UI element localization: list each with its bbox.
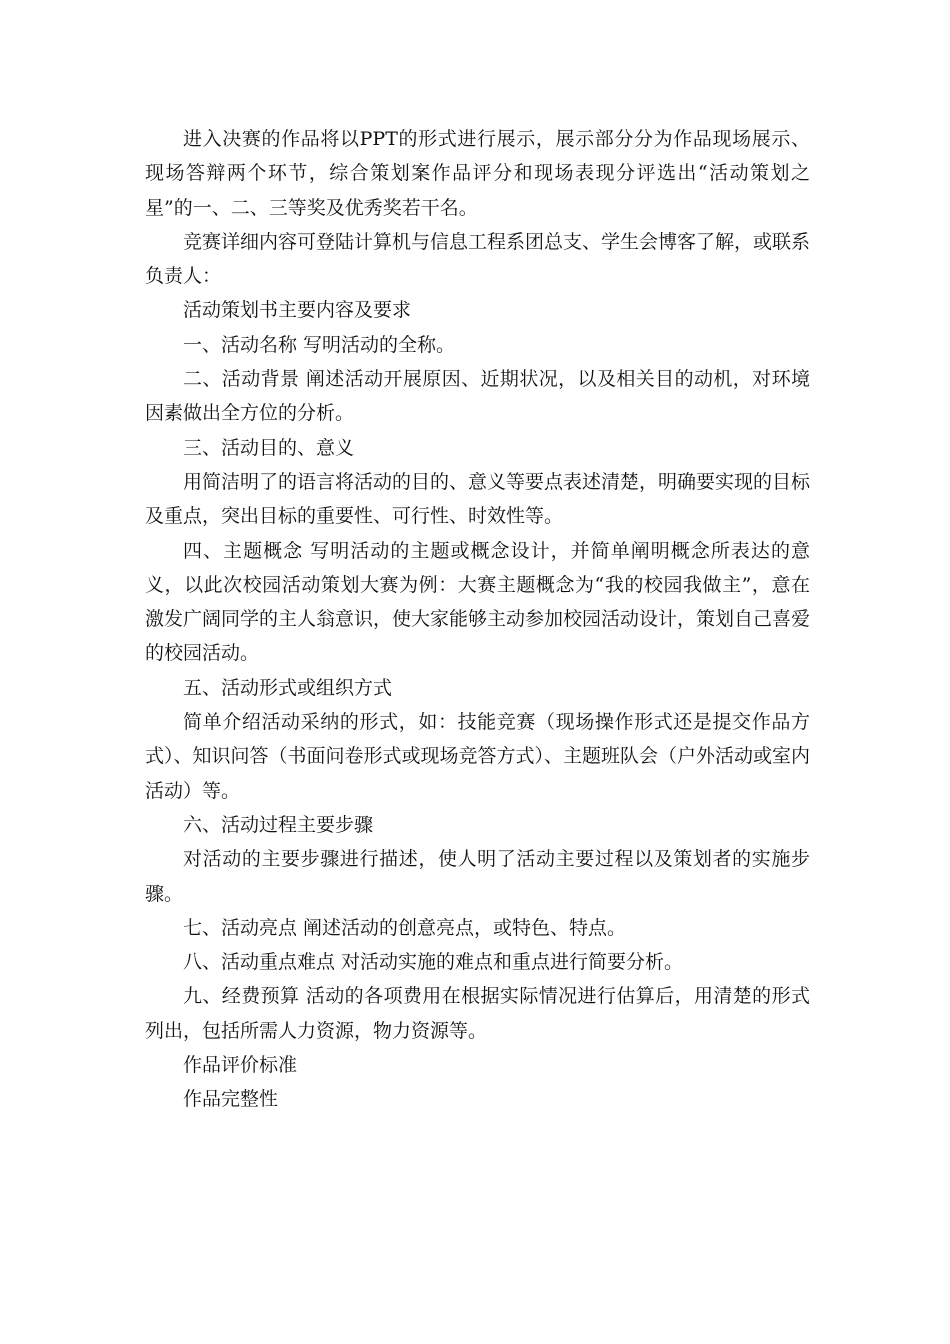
item-activity-purpose-heading: 三、活动目的、意义 <box>183 436 355 459</box>
item-process-steps-heading: 六、活动过程主要步骤 <box>183 813 374 836</box>
document-body <box>145 122 810 1117</box>
item-budget: 九、经费预算 活动的各项费用在根据实际情况进行估算后，用清楚的形式列出，包括所需人力资源，物力资源等。 <box>145 985 810 1042</box>
item-activity-background: 二、活动背景 阐述活动开展原因、近期状况，以及相关目的动机，对环境因素做出全方位的分析。 <box>145 368 810 425</box>
item-activity-name: 一、活动名称 写明活动的全称。 <box>183 333 456 356</box>
item-process-steps-text: 对活动的主要步骤进行描述，使人明了活动主要过程以及策划者的实施步骤。 <box>145 848 810 905</box>
item-activity-purpose-text: 用简洁明了的语言将活动的目的、意义等要点表述清楚，明确要实现的目标及重点，突出目标的重要性、可行性、时效性等。 <box>145 470 811 528</box>
section-heading-evaluation: 作品评价标准 <box>183 1054 298 1077</box>
item-work-completeness: 作品完整性 <box>183 1088 279 1111</box>
item-key-difficulties: 八、活动重点难点 对活动实施的难点和重点进行简要分析。 <box>183 951 684 974</box>
item-theme-concept: 四、主题概念 写明活动的主题或概念设计，并简单阐明概念所表达的意义，以此次校园活动策划大赛为例：大赛主题概念为“我的校园我做主”，意在激发广阔同学的主人翁意识，使大家能够主动参加校园活动设计，策划自己喜爱的校园活动。 <box>145 539 811 665</box>
paragraph-final-format: 进入决赛的作品将以PPT的形式进行展示，展示部分分为作品现场展示、现场答辩两个环节，综合策划案作品评分和现场表现分评选出“活动策划之星”的一、二、三等奖及优秀奖若干名。 <box>145 128 810 219</box>
item-activity-form-text: 简单介绍活动采纳的形式，如：技能竞赛（现场操作形式还是提交作品方式）、知识问答（书面问卷形式或现场竞答方式）、主题班队会（户外活动或室内活动）等。 <box>145 711 811 802</box>
paragraph-contact-info: 竞赛详细内容可登陆计算机与信息工程系团总支、学生会博客了解，或联系负责人： <box>145 230 811 288</box>
item-highlights: 七、活动亮点 阐述活动的创意亮点，或特色、特点。 <box>183 916 627 939</box>
item-activity-form-heading: 五、活动形式或组织方式 <box>183 676 393 699</box>
section-heading-main-content: 活动策划书主要内容及要求 <box>183 299 412 322</box>
